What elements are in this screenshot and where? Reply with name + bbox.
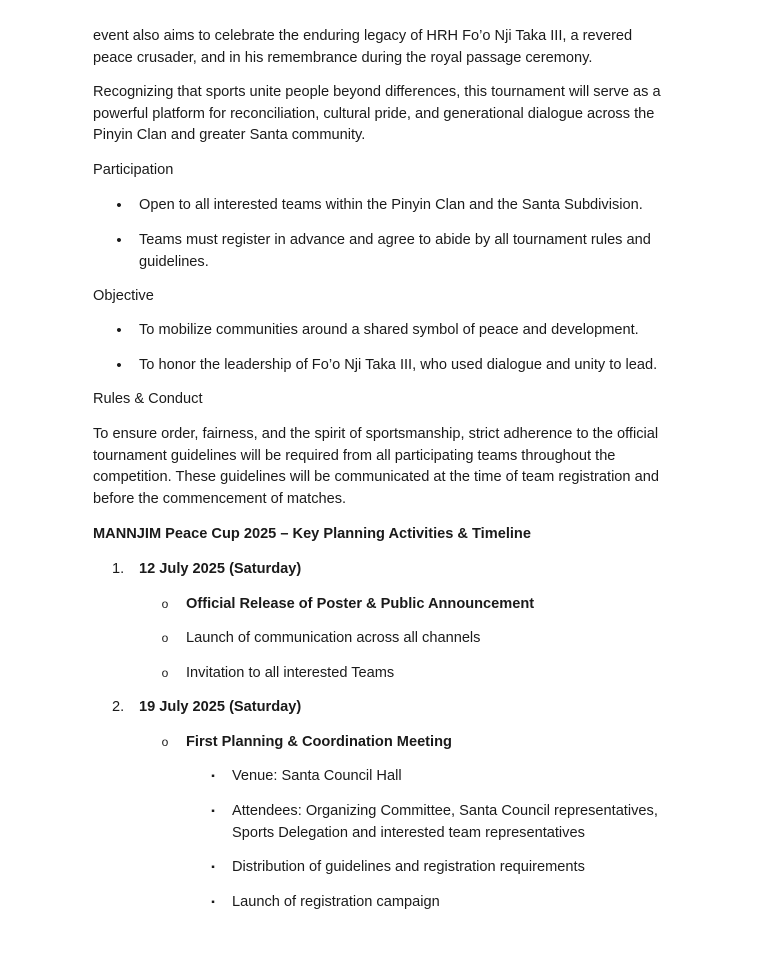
timeline-detail: Venue: Santa Council Hall — [232, 768, 402, 784]
list-number: 2. — [112, 699, 125, 715]
recognizing-paragraph: Recognizing that sports unite people beyond differences, this tournament will serve as a powerful platform for reconciliation, cultural pride, and generational dialogue across the Pinyin Clan and greater Santa community. — [93, 84, 661, 144]
timeline-date: 12 July 2025 (Saturday) — [139, 561, 302, 577]
timeline-subitem: Official Release of Poster & Public Announcement — [186, 596, 535, 612]
timeline-subitem: First Planning & Coordination Meeting — [186, 734, 452, 750]
bullet-disc-icon: • — [116, 232, 122, 249]
timeline-detail: Distribution of guidelines and registration requirements — [232, 859, 585, 875]
bullet-disc-icon: • — [116, 322, 122, 339]
bullet-square-icon: ▪ — [211, 862, 215, 873]
timeline-detail: Launch of registration campaign — [232, 894, 440, 910]
bullet-disc-icon: • — [116, 197, 122, 214]
objective-item-text: To honor the leadership of Fo’o Nji Taka III, who used dialogue and unity to lead. — [139, 357, 658, 373]
intro-continuation-paragraph: event also aims to celebrate the enduring legacy of HRH Fo’o Nji Taka III, a revered peace crusader, and in his remembrance during the royal passage ceremony. — [93, 28, 633, 66]
participation-item-text: Teams must register in advance and agree to abide by all tournament rules and guidelines. — [139, 232, 651, 270]
bullet-circle-icon: o — [161, 666, 169, 680]
objective-item-text: To mobilize communities around a shared symbol of peace and development. — [139, 322, 639, 338]
objective-heading: Objective — [93, 288, 154, 304]
participation-item-text: Open to all interested teams within the Pinyin Clan and the Santa Subdivision. — [139, 197, 643, 213]
list-number: 1. — [112, 561, 125, 577]
timeline-date: 19 July 2025 (Saturday) — [139, 699, 302, 715]
bullet-square-icon: ▪ — [211, 806, 215, 817]
timeline-subitem: Invitation to all interested Teams — [186, 665, 395, 681]
participation-heading: Participation — [93, 162, 174, 178]
bullet-circle-icon: o — [161, 631, 169, 645]
timeline-subitem: Launch of communication across all channels — [186, 630, 481, 646]
bullet-square-icon: ▪ — [211, 771, 215, 782]
timeline-detail: Attendees: Organizing Committee, Santa Council representatives, Sports Delegation and interested team representatives — [232, 803, 658, 841]
timeline-heading: MANNJIM Peace Cup 2025 – Key Planning Activities & Timeline — [93, 526, 531, 542]
bullet-circle-icon: o — [161, 735, 169, 749]
bullet-circle-icon: o — [161, 597, 169, 611]
rules-paragraph: To ensure order, fairness, and the spirit of sportsmanship, strict adherence to the official tournament guidelines will be required from all participating teams throughout the competition. These guidelines will be communicated at the time of team registration and before the commencement of matches. — [93, 426, 659, 508]
bullet-disc-icon: • — [116, 357, 122, 374]
rules-heading: Rules & Conduct — [93, 391, 203, 407]
bullet-square-icon: ▪ — [211, 897, 215, 908]
